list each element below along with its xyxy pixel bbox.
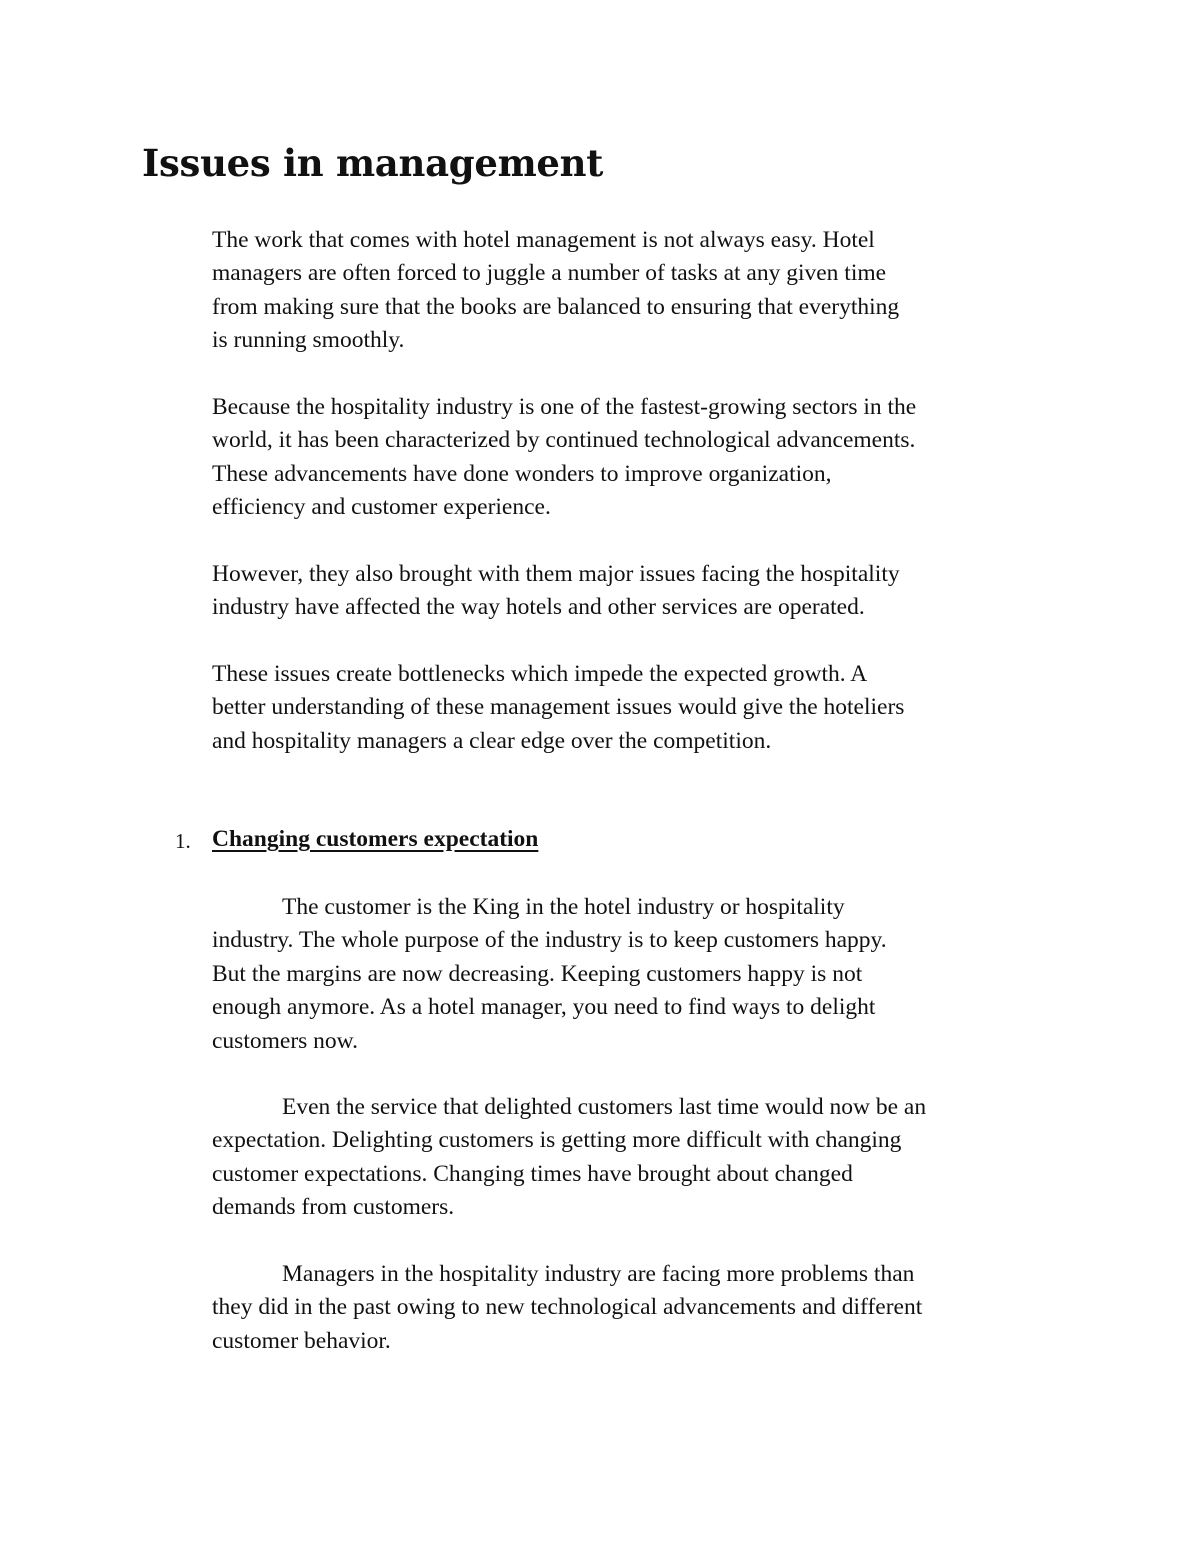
section-paragraph-3: [212, 1258, 1092, 1358]
list-number: 1.: [175, 829, 191, 853]
paragraph-line: world, it has been characterized by continued technological advancements.: [212, 427, 916, 454]
paragraph-line: Even the service that delighted customers last time would now be an: [282, 1094, 927, 1120]
paragraph-line: However, they also brought with them major issues facing the hospitality: [212, 561, 900, 587]
intro-paragraph-2: [212, 391, 1092, 525]
paragraph-line: managers are often forced to juggle a number of tasks at any given time: [212, 260, 887, 287]
paragraph-line: The work that comes with hotel management is not always easy. Hotel: [212, 227, 875, 253]
paragraph-line: from making sure that the books are balanced to ensuring that everything: [212, 293, 900, 320]
document-title: Issues in management: [142, 141, 604, 185]
paragraph-line: industry have affected the way hotels and other services are operated.: [212, 594, 865, 621]
paragraph-line: demands from customers.: [212, 1194, 455, 1221]
paragraph-line: These advancements have done wonders to improve organization,: [212, 460, 832, 487]
paragraph-line: they did in the past owing to new technological advancements and different: [212, 1294, 923, 1321]
paragraph-line: Managers in the hospitality industry are facing more problems than: [282, 1261, 915, 1287]
paragraph-line: customer behavior.: [212, 1327, 391, 1354]
paragraph-line: Because the hospitality industry is one of the fastest-growing sectors in the: [212, 394, 917, 420]
paragraph-line: But the margins are now decreasing. Keeping customers happy is not: [212, 960, 863, 987]
section-heading: Changing customers expectation: [212, 826, 539, 852]
paragraph-line: customers now.: [212, 1027, 358, 1054]
paragraph-line: better understanding of these management issues would give the hoteliers: [212, 694, 905, 721]
paragraph-line: is running smoothly.: [212, 327, 405, 354]
paragraph-line: enough anymore. As a hotel manager, you need to find ways to delight: [212, 994, 876, 1021]
intro-paragraph-4: [212, 658, 1092, 758]
paragraph-line: efficiency and customer experience.: [212, 494, 551, 521]
intro-paragraph-3: [212, 558, 1092, 625]
paragraph-line: These issues create bottlenecks which impede the expected growth. A: [212, 661, 868, 687]
paragraph-line: and hospitality managers a clear edge over the competition.: [212, 727, 772, 754]
section-paragraph-2: [212, 1091, 1092, 1225]
section-paragraph-1: [212, 891, 1092, 1058]
paragraph-line: industry. The whole purpose of the industry is to keep customers happy.: [212, 927, 887, 954]
paragraph-line: expectation. Delighting customers is getting more difficult with changing: [212, 1127, 902, 1154]
paragraph-line: The customer is the King in the hotel industry or hospitality: [282, 894, 845, 920]
intro-paragraph-1: [212, 224, 1092, 358]
paragraph-line: customer expectations. Changing times have brought about changed: [212, 1160, 853, 1187]
